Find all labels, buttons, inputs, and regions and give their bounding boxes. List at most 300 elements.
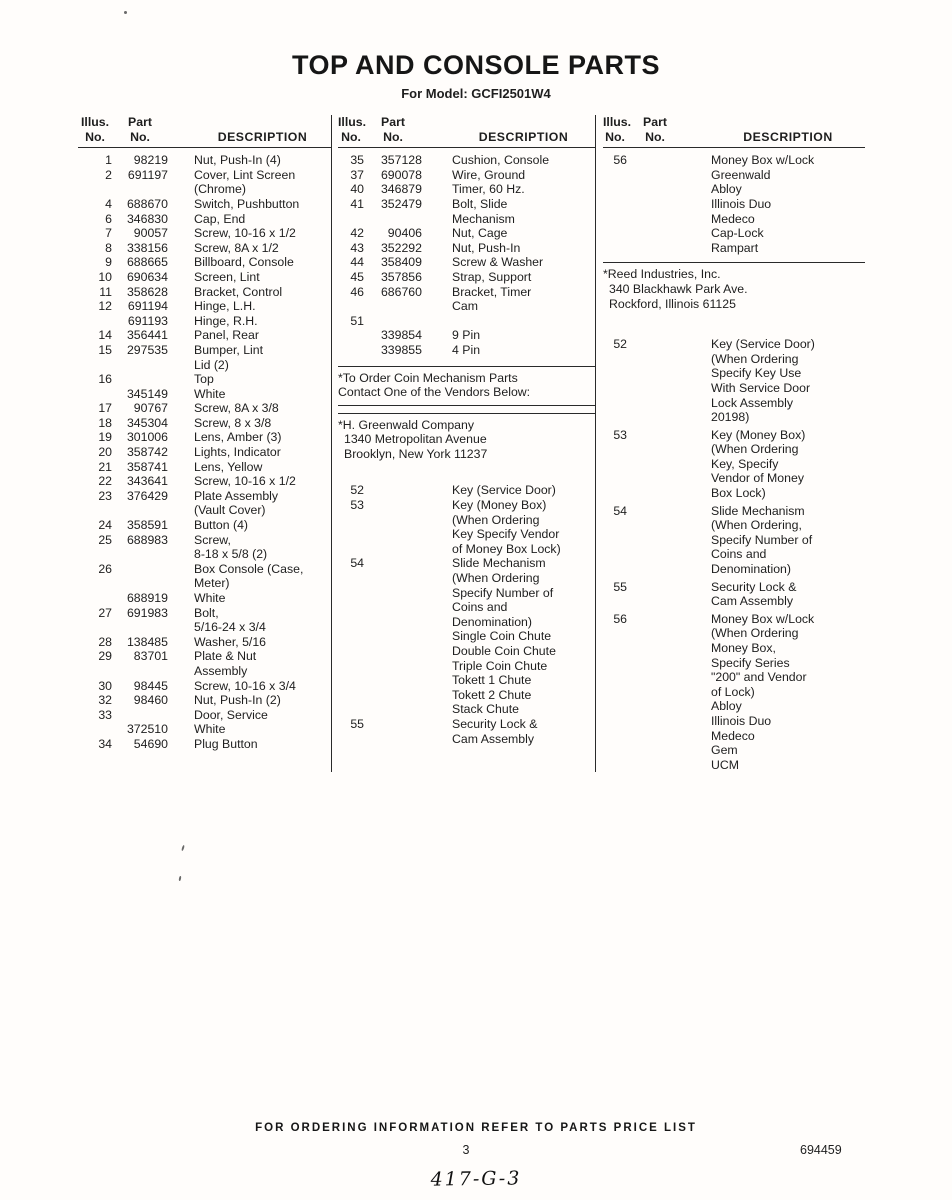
description-line: Bracket, Timer xyxy=(452,284,532,299)
part-no: 688983 xyxy=(126,532,168,547)
illus-no: 21 xyxy=(98,459,112,474)
part-no xyxy=(364,483,422,498)
description-line: Screw, 10-16 x 1/2 xyxy=(194,474,296,489)
part-no: 357856 xyxy=(380,269,422,284)
description-line: Stack Chute xyxy=(452,702,519,717)
illus-header: Illus. xyxy=(338,115,367,129)
header-line-2 xyxy=(78,130,331,145)
description xyxy=(422,328,595,343)
illus-no: 53 xyxy=(613,427,627,442)
header-line-1 xyxy=(78,115,331,130)
description-line: Hinge, L.H. xyxy=(194,299,256,314)
part-no: 688665 xyxy=(126,255,168,270)
description-line: (When Ordering xyxy=(452,571,540,586)
parts-rows xyxy=(603,153,865,255)
description-line: Specify Number of xyxy=(711,532,813,547)
illus-no: 15 xyxy=(98,342,112,357)
part-no: 346879 xyxy=(380,182,422,197)
part-row xyxy=(338,197,595,226)
illus-no: 20 xyxy=(98,445,112,460)
illus-no: 6 xyxy=(105,211,112,226)
description-line: Denomination) xyxy=(711,562,791,577)
part-row xyxy=(78,328,331,343)
part-no: 690634 xyxy=(126,269,168,284)
description xyxy=(168,153,331,168)
part-no xyxy=(627,580,683,595)
description-line: Wire, Ground xyxy=(452,167,526,182)
part-no: 339854 xyxy=(380,328,422,343)
illus-no: 43 xyxy=(350,240,364,255)
description xyxy=(683,612,865,773)
illus-no: 56 xyxy=(613,611,627,626)
illus-header-no: No. xyxy=(605,129,625,144)
description xyxy=(683,428,865,501)
description-header: DESCRIPTION xyxy=(478,129,569,144)
description xyxy=(422,168,595,183)
page-title: TOP AND CONSOLE PARTS xyxy=(291,50,661,80)
description-line: 4 Pin xyxy=(452,342,481,357)
description xyxy=(168,445,331,460)
part-row xyxy=(78,445,331,460)
handwritten-code: 417-G-3 xyxy=(430,1167,522,1191)
part-row xyxy=(78,416,331,431)
description xyxy=(168,591,331,606)
description-header: DESCRIPTION xyxy=(743,129,833,144)
part-row xyxy=(78,533,331,562)
part-no: 301006 xyxy=(126,430,168,445)
column-header xyxy=(78,115,331,148)
description xyxy=(168,722,331,737)
description xyxy=(683,580,865,609)
description-line: (Vault Cover) xyxy=(194,503,266,518)
description xyxy=(168,416,331,431)
description-line: Nut, Push-In (4) xyxy=(194,153,281,168)
illus-no xyxy=(78,722,112,737)
part-row xyxy=(78,430,331,445)
description-line: Lights, Indicator xyxy=(194,445,281,460)
illus-no: 16 xyxy=(98,372,112,387)
description xyxy=(422,343,595,358)
description-line: of Lock) xyxy=(711,684,755,699)
scan-artifact xyxy=(181,845,185,851)
part-no: 358628 xyxy=(126,284,168,299)
description xyxy=(422,717,595,746)
description-line: Button (4) xyxy=(194,518,248,533)
part-no: 372510 xyxy=(126,722,168,737)
description-line: Box Console (Case, xyxy=(194,561,304,576)
description-line: Screen, Lint xyxy=(194,269,260,284)
part-no xyxy=(627,428,683,443)
part-no: 346830 xyxy=(126,211,168,226)
description-line: (When Ordering xyxy=(452,512,540,527)
part-no: 376429 xyxy=(126,488,168,503)
illus-no: 37 xyxy=(350,167,364,182)
description-line: Rampart xyxy=(711,240,759,255)
part-no: 690078 xyxy=(380,167,422,182)
illus-no: 19 xyxy=(98,430,112,445)
description-line: Denomination) xyxy=(452,614,532,629)
part-no xyxy=(364,717,422,732)
part-row xyxy=(78,562,331,591)
part-row xyxy=(78,285,331,300)
description xyxy=(168,533,331,562)
header-line-1 xyxy=(338,115,595,130)
description xyxy=(168,606,331,635)
part-no: 83701 xyxy=(133,649,168,664)
part-no: 691197 xyxy=(127,167,168,182)
part-no xyxy=(112,708,168,723)
part-no: 138485 xyxy=(126,634,168,649)
part-row xyxy=(78,401,331,416)
description-line: Screw, xyxy=(194,532,231,547)
illus-no: 26 xyxy=(98,561,112,576)
description-line: Lens, Yellow xyxy=(194,459,263,474)
illus-no: 56 xyxy=(613,153,627,168)
description-line: Specify Number of xyxy=(452,585,554,600)
description xyxy=(422,483,595,498)
description-line: Washer, 5/16 xyxy=(194,634,266,649)
description-line: Screw & Washer xyxy=(452,255,544,270)
description-line xyxy=(452,314,595,329)
description-line: Key, Specify xyxy=(711,456,779,471)
part-header-no: No. xyxy=(645,129,665,144)
description-line: White xyxy=(194,722,226,737)
part-row xyxy=(338,328,595,343)
part-no: 90406 xyxy=(387,226,422,241)
description xyxy=(168,212,331,227)
description-line: Switch, Pushbutton xyxy=(194,196,300,211)
part-row xyxy=(78,693,331,708)
illus-no: 2 xyxy=(105,167,112,182)
description-line: Cushion, Console xyxy=(452,153,550,168)
description-line: Lock Assembly xyxy=(711,395,794,410)
illus-no xyxy=(338,328,364,343)
illus-header-no: No. xyxy=(341,129,361,144)
description-line: UCM xyxy=(711,757,740,772)
part-no: 98445 xyxy=(133,678,168,693)
description-line: Triple Coin Chute xyxy=(452,658,548,673)
parts-rows xyxy=(603,337,865,772)
description-line: Money Box, xyxy=(711,641,776,655)
parts-column-3 xyxy=(595,115,865,772)
part-row xyxy=(78,372,331,387)
part-header-no: No. xyxy=(130,129,150,144)
part-row xyxy=(78,153,331,168)
illus-no: 18 xyxy=(98,415,112,430)
description-line: Key Specify Vendor xyxy=(452,527,560,542)
description-line: Gem xyxy=(711,743,738,758)
description-line: Specify Series xyxy=(711,655,790,670)
part-row xyxy=(78,241,331,256)
description xyxy=(422,498,595,556)
illus-no: 25 xyxy=(98,532,112,547)
part-row xyxy=(338,241,595,256)
description xyxy=(168,649,331,678)
illus-no: 44 xyxy=(350,255,364,270)
description xyxy=(168,226,331,241)
part-row xyxy=(78,679,331,694)
description xyxy=(168,328,331,343)
description-line: Nut, Push-In (2) xyxy=(194,693,281,708)
part-row xyxy=(338,255,595,270)
vendor-line: *H. Greenwald Company xyxy=(338,417,475,432)
description xyxy=(683,153,865,255)
part-row xyxy=(78,460,331,475)
description-line: Single Coin Chute xyxy=(452,629,552,644)
illus-no: 41 xyxy=(350,196,364,211)
part-no xyxy=(112,562,168,577)
part-row xyxy=(78,387,331,402)
page-number: 3 xyxy=(462,1143,470,1157)
description xyxy=(168,387,331,402)
description-line: Meter) xyxy=(194,576,230,591)
description-line: Medeco xyxy=(711,728,755,743)
description-line: Abloy xyxy=(711,699,742,714)
description xyxy=(168,168,331,197)
description xyxy=(422,197,595,226)
description-line: Screw, 8 x 3/8 xyxy=(194,415,272,430)
illus-no: 54 xyxy=(613,503,627,518)
illus-no: 30 xyxy=(98,678,112,693)
description xyxy=(168,430,331,445)
description xyxy=(168,708,331,723)
description-line: Cam xyxy=(452,299,478,314)
description xyxy=(422,270,595,285)
part-no xyxy=(627,612,683,627)
description-line: Illinois Duo xyxy=(711,713,772,728)
description-line: Assembly xyxy=(194,663,248,678)
description-line: Vendor of Money xyxy=(711,471,804,486)
part-header-no: No. xyxy=(383,129,403,144)
illus-no: 4 xyxy=(105,196,112,211)
part-row xyxy=(78,474,331,489)
part-row xyxy=(338,270,595,285)
description-line: Cam Assembly xyxy=(452,731,535,746)
part-header: Part xyxy=(128,115,152,129)
illus-no: 53 xyxy=(350,498,364,513)
part-row xyxy=(78,649,331,678)
illus-no: 29 xyxy=(98,649,112,664)
vendor-line: Brooklyn, New York 11237 xyxy=(344,446,488,461)
parts-rows xyxy=(338,153,595,357)
part-row xyxy=(78,168,331,197)
description-line: Nut, Cage xyxy=(452,226,508,241)
description-line: (When Ordering xyxy=(711,626,799,641)
description-line: (When Ordering xyxy=(711,351,799,366)
description xyxy=(683,504,865,577)
vendor-line: 340 Blackhawk Park Ave. xyxy=(609,281,748,296)
part-row xyxy=(78,270,331,285)
part-row xyxy=(338,717,595,746)
part-no xyxy=(627,153,683,168)
description-line: (Chrome) xyxy=(194,182,246,197)
part-row xyxy=(78,255,331,270)
description-line: Specify Key Use xyxy=(711,366,802,381)
illus-no: 14 xyxy=(98,328,112,343)
illus-no: 23 xyxy=(98,488,112,503)
part-no: 339855 xyxy=(380,342,422,357)
illus-no: 34 xyxy=(98,736,112,751)
description-line: With Service Door xyxy=(711,380,811,395)
part-row xyxy=(603,153,865,255)
part-row xyxy=(78,197,331,212)
column-header xyxy=(603,115,865,148)
illus-no: 55 xyxy=(613,579,627,594)
part-no: 688919 xyxy=(126,591,168,605)
vendor-address xyxy=(338,413,595,462)
part-row xyxy=(78,226,331,241)
description-line: Coins and xyxy=(711,547,767,562)
description xyxy=(168,197,331,212)
description-line: Double Coin Chute xyxy=(452,644,556,658)
illus-no: 9 xyxy=(105,255,112,270)
part-row xyxy=(338,182,595,197)
description-line: Timer, 60 Hz. xyxy=(452,182,525,197)
part-row xyxy=(78,489,331,518)
part-row xyxy=(603,580,865,609)
description-line: of Money Box Lock) xyxy=(452,541,561,556)
part-no: 54690 xyxy=(133,736,168,751)
description xyxy=(168,737,331,752)
illus-no: 52 xyxy=(350,483,364,498)
part-no: 358591 xyxy=(126,518,168,533)
description xyxy=(168,270,331,285)
illus-no: 12 xyxy=(98,299,112,314)
parts-rows xyxy=(78,153,331,751)
part-no xyxy=(364,314,422,329)
description-line: Billboard, Console xyxy=(194,255,294,270)
description-line: (When Ordering xyxy=(711,442,799,457)
header-line-2 xyxy=(603,130,865,145)
parts-column-1 xyxy=(78,115,331,772)
description-line: Key (Service Door) xyxy=(711,337,815,352)
parts-rows xyxy=(338,483,595,746)
description xyxy=(422,255,595,270)
description-line: 8-18 x 5/8 (2) xyxy=(194,547,268,562)
vendor-line: Rockford, Illinois 61125 xyxy=(609,296,736,311)
part-no: 358741 xyxy=(126,459,168,474)
part-no xyxy=(364,498,422,513)
illus-no: 22 xyxy=(98,474,112,489)
part-row xyxy=(78,518,331,533)
illus-no xyxy=(338,343,364,358)
vendor-line: *Reed Industries, Inc. xyxy=(603,267,721,282)
ordering-note: FOR ORDERING INFORMATION REFER TO PARTS PRICE LIST xyxy=(255,1122,697,1134)
description xyxy=(168,255,331,270)
description-line: Bolt, Slide xyxy=(452,196,508,211)
note-line: Contact One of the Vendors Below: xyxy=(338,385,531,400)
description xyxy=(168,314,331,329)
part-row xyxy=(338,498,595,556)
description-line: Security Lock & xyxy=(711,579,797,594)
part-no xyxy=(627,504,683,519)
description xyxy=(422,314,595,329)
description xyxy=(168,241,331,256)
description xyxy=(422,556,595,717)
part-row xyxy=(338,483,595,498)
part-no xyxy=(364,556,422,571)
illus-no: 10 xyxy=(98,269,112,284)
description-line: Tokett 1 Chute xyxy=(452,673,532,688)
part-no: 358742 xyxy=(126,445,168,460)
description xyxy=(422,226,595,241)
description-line: Key (Service Door) xyxy=(452,483,556,498)
part-no: 98219 xyxy=(133,153,168,168)
description xyxy=(168,635,331,650)
description xyxy=(422,285,595,314)
part-no: 691194 xyxy=(127,299,168,314)
part-no: 352292 xyxy=(380,240,422,255)
part-row xyxy=(78,343,331,372)
illus-no xyxy=(78,387,112,402)
part-row xyxy=(78,606,331,635)
illus-no: 52 xyxy=(613,337,627,352)
scan-artifact xyxy=(124,11,127,14)
description-line: Slide Mechanism xyxy=(711,503,805,518)
description-line: Key (Money Box) xyxy=(452,498,547,513)
illus-no: 1 xyxy=(105,153,112,168)
description xyxy=(168,474,331,489)
description-line: Bolt, xyxy=(194,605,219,620)
illus-no: 28 xyxy=(98,634,112,649)
description xyxy=(168,343,331,372)
illus-no: 51 xyxy=(350,313,364,328)
description-line: Tokett 2 Chute xyxy=(452,687,532,702)
illus-no: 32 xyxy=(98,693,112,708)
part-no: 90057 xyxy=(133,226,168,241)
part-row xyxy=(78,212,331,227)
part-no: 98460 xyxy=(133,693,168,708)
illus-no: 40 xyxy=(350,182,364,197)
description-line: Security Lock & xyxy=(452,716,538,731)
illus-no xyxy=(78,314,112,329)
description-line: Strap, Support xyxy=(452,269,532,284)
description-line: Door, Service xyxy=(194,707,268,722)
part-row xyxy=(78,591,331,606)
part-row xyxy=(338,556,595,717)
description xyxy=(168,299,331,314)
header-line-2 xyxy=(338,130,595,145)
part-no: 90767 xyxy=(133,401,168,416)
description-line: Slide Mechanism xyxy=(452,556,546,571)
part-no xyxy=(627,337,683,352)
illus-no: 7 xyxy=(105,226,112,241)
part-row xyxy=(603,337,865,425)
illus-no: 55 xyxy=(350,716,364,731)
parts-column-2 xyxy=(331,115,595,772)
description-header: DESCRIPTION xyxy=(217,129,308,144)
description xyxy=(422,182,595,197)
illus-no: 11 xyxy=(99,284,112,299)
scan-artifact xyxy=(179,876,182,881)
description-line: Plate Assembly xyxy=(194,488,279,503)
part-no: 358409 xyxy=(380,255,422,270)
description-line: Key (Money Box) xyxy=(711,427,806,442)
description-line: 9 Pin xyxy=(452,328,481,343)
part-row xyxy=(78,635,331,650)
description xyxy=(168,679,331,694)
description xyxy=(683,337,865,425)
illus-header-no: No. xyxy=(85,129,105,144)
model-subtitle: For Model: GCFI2501W4 xyxy=(401,86,551,101)
description-line: Greenwald xyxy=(711,167,771,182)
coin-mechanism-note xyxy=(338,366,595,406)
illus-header: Illus. xyxy=(603,115,632,129)
description xyxy=(168,460,331,475)
illus-no: 46 xyxy=(350,284,364,299)
description-line: White xyxy=(194,386,226,401)
description-line: Panel, Rear xyxy=(194,328,259,343)
